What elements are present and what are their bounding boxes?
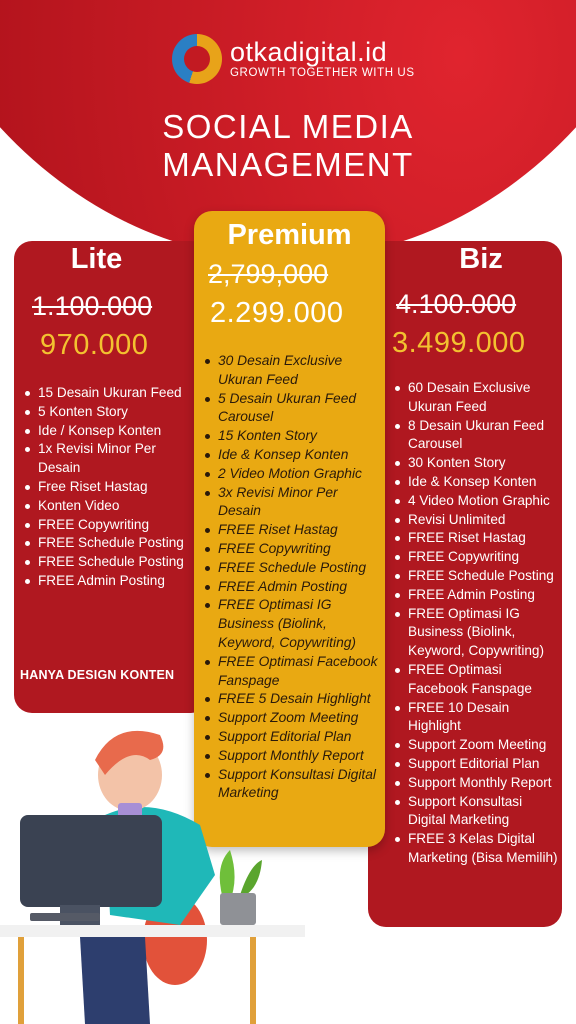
feature-item: FREE 3 Kelas Digital Marketing (Bisa Memilih) [392,830,560,868]
feature-item: Ide / Konsep Konten [22,422,200,441]
plant-leaf [240,860,262,895]
feature-item: FREE Admin Posting [392,586,560,605]
person-legs [80,937,150,1024]
feature-item: FREE Optimasi IG Business (Biolink, Keyword, Copywriting) [392,605,560,661]
plan-note-lite: HANYA DESIGN KONTEN [20,668,175,682]
plant-leaf [220,850,235,895]
old-price-premium: 2,799,000 [208,259,329,289]
feature-item: Support Konsultasi Digital Marketing [392,793,560,831]
feature-item: 15 Desain Ukuran Feed [22,384,200,403]
feature-list-lite [22,384,200,591]
feature-item: 60 Desain Exclusive Ukuran Feed [392,379,560,417]
feature-item: FREE 5 Desain Highlight [202,690,380,709]
plan-name-biz: Biz [459,243,503,275]
feature-item: Support Konsultasi Digital Marketing [202,766,380,804]
feature-item: 8 Desain Ukuran Feed Carousel [392,417,560,455]
feature-item: Support Editorial Plan [392,755,560,774]
feature-item: FREE Schedule Posting [22,553,200,572]
plan-card-biz [368,241,562,927]
price-biz: 3.499.000 [392,327,526,359]
feature-item: FREE Riset Hastag [202,521,380,540]
feature-item: 15 Konten Story [202,427,380,446]
feature-item: 30 Konten Story [392,454,560,473]
old-price-lite: 1.100.000 [32,291,153,321]
feature-item: FREE Schedule Posting [22,534,200,553]
feature-item: FREE Optimasi IG Business (Biolink, Keyword, Copywriting) [202,596,380,652]
feature-item: Ide & Konsep Konten [392,473,560,492]
brand-logo [172,34,415,84]
feature-item: 2 Video Motion Graphic [202,465,380,484]
plan-card-lite [14,241,209,713]
feature-list-biz [392,379,560,868]
feature-item: FREE Admin Posting [202,578,380,597]
keyboard [30,913,100,921]
feature-item: 4 Video Motion Graphic [392,492,560,511]
feature-item: FREE Riset Hastag [392,529,560,548]
feature-item: FREE Copywriting [202,540,380,559]
feature-item: 30 Desain Exclusive Ukuran Feed [202,352,380,390]
plan-name-premium: Premium [227,219,352,251]
logo-icon [172,34,222,84]
old-price-biz: 4.100.000 [396,289,517,319]
brand-tagline: GROWTH TOGETHER WITH US [230,67,415,79]
computer-monitor [20,815,162,907]
feature-item: 3x Revisi Minor Per Desain [202,484,380,522]
person-at-computer-illustration [0,715,368,1024]
title-line-1: SOCIAL MEDIA [162,108,414,145]
price-lite: 970.000 [40,329,149,361]
feature-item: 5 Konten Story [22,403,200,422]
desk-top [0,925,305,937]
feature-item: Support Monthly Report [202,747,380,766]
feature-item: FREE Copywriting [392,548,560,567]
feature-item: FREE Optimasi Facebook Fanspage [202,653,380,691]
feature-item: 5 Desain Ukuran Feed Carousel [202,390,380,428]
desk-leg-right [250,937,256,1024]
feature-item: Konten Video [22,497,200,516]
feature-item: Free Riset Hastag [22,478,200,497]
feature-item: FREE Copywriting [22,516,200,535]
title-line-2: MANAGEMENT [162,146,414,183]
page-title [0,108,576,184]
feature-item: FREE Optimasi Facebook Fanspage [392,661,560,699]
feature-item: FREE 10 Desain Highlight [392,699,560,737]
feature-item: Ide & Konsep Konten [202,446,380,465]
plan-name-lite: Lite [70,243,123,275]
brand-name: otkadigital.id [230,37,388,67]
desk-leg-left [18,937,24,1024]
feature-item: Support Monthly Report [392,774,560,793]
feature-item: Support Zoom Meeting [392,736,560,755]
feature-item: Revisi Unlimited [392,511,560,530]
feature-item: Support Zoom Meeting [202,709,380,728]
feature-item: FREE Schedule Posting [392,567,560,586]
feature-item: Support Editorial Plan [202,728,380,747]
feature-item: FREE Schedule Posting [202,559,380,578]
price-premium: 2.299.000 [210,297,344,329]
feature-item: 1x Revisi Minor Per Desain [22,440,200,478]
feature-item: FREE Admin Posting [22,572,200,591]
plant-pot [220,893,256,925]
